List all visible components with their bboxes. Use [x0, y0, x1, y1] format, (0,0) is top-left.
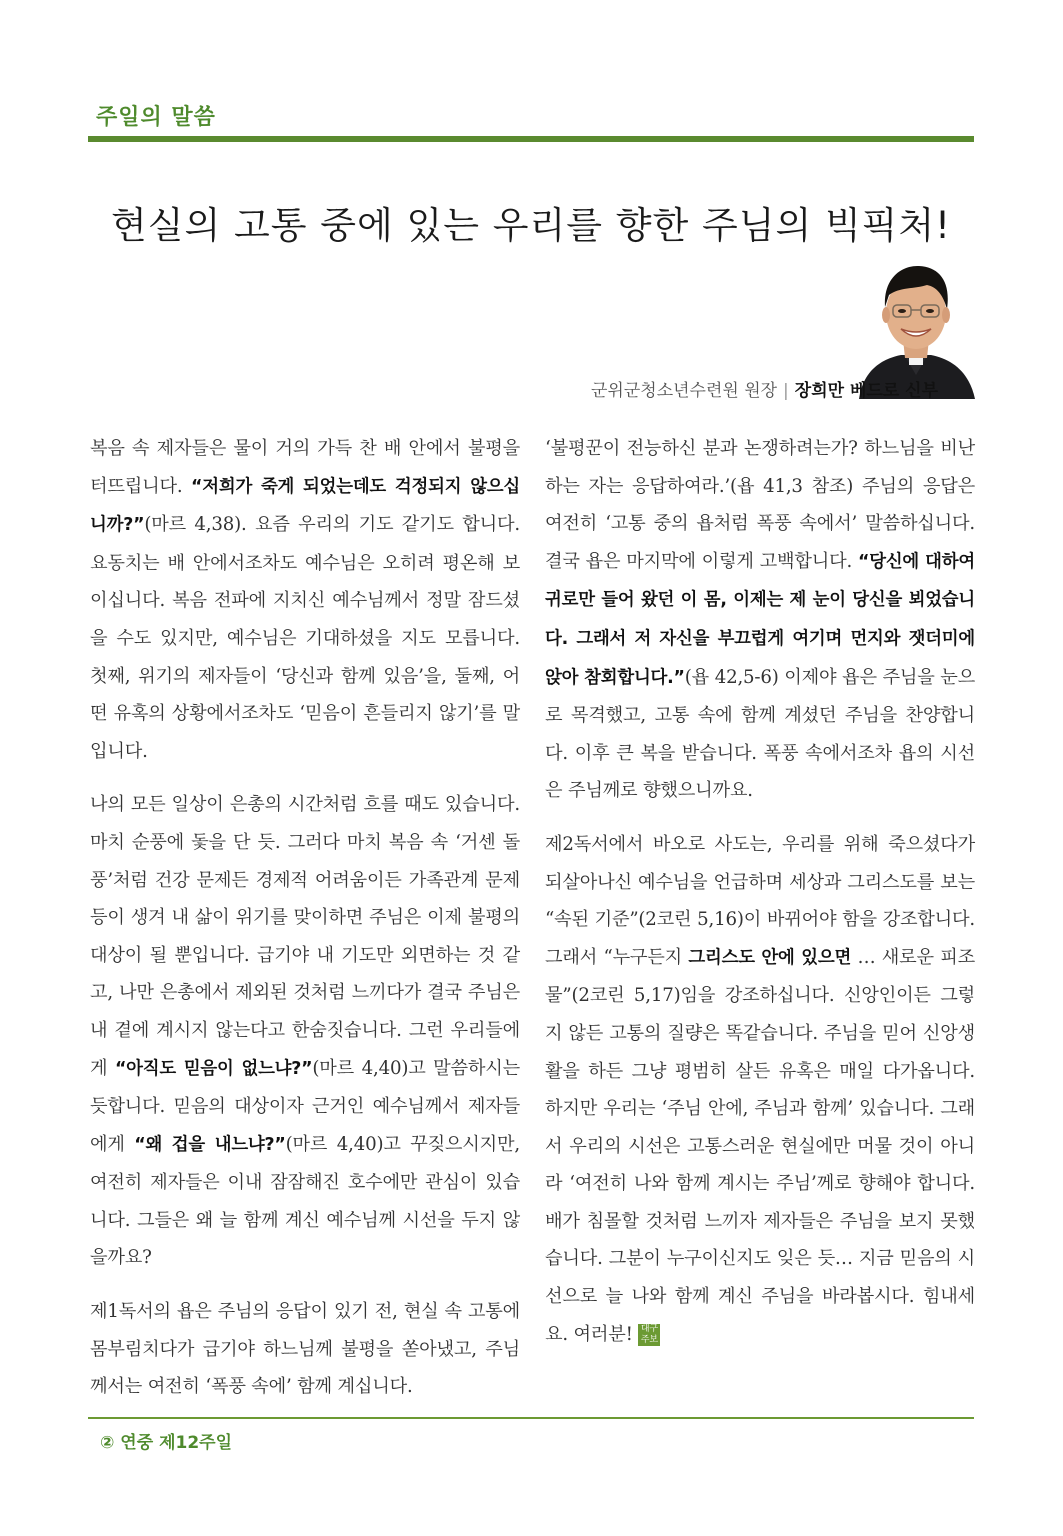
quote-bold: “저희가 죽게 되었는데도 걱정되지 않으십니까?” — [90, 476, 520, 536]
quote-bold: “아직도 믿음이 없느냐?” — [114, 1058, 313, 1079]
author-name: 장희만 베드로 신부 — [794, 381, 938, 401]
text-run: 복음 속 제자들은 물이 거의 가득 찬 배 안에서 불평을 터뜨립니다. — [90, 438, 520, 497]
text-run: … 새로운 피조물”(2코린 5,17)임을 강조하십니다. 신앙인이든 그렇지 않든 고통의 질량은 똑같습니다. 주님을 믿어 신앙생활을 하든 그냥 평범히 살든 유혹은 매일 다가옵니다. 하지만 우리는 ‘주님 안에, 주님과 함께’ 있습니다. 그래서 우리의 시선은 고통스러운 현실에만 머물 것이 아니라 ‘여전히 나와 함께 계시는 주님’께로 향해야 합니다. 배가 침몰할 것처럼 느끼자 제자들은 주님을 보지 못했습니다. 그분이 누구이신지도 잊은 듯… 지금 믿음의 시선으로 늘 나와 함께 계신 주님을 바라봅시다. 힘내세요. 여러분! — [545, 946, 975, 1345]
text-run: 제1독서의 욥은 주님의 응답이 있기 전, 현실 속 고통에 몸부림치다가 급기야 하느님께 불평을 쏟아냈고, 주님께서는 여전히 ‘폭풍 속에’ 함께 계십니다. — [90, 1301, 520, 1398]
footer-divider — [88, 1417, 974, 1419]
byline-separator: | — [783, 381, 789, 401]
header-divider — [88, 136, 974, 142]
page-footer: ② 연중 제12주일 — [100, 1433, 232, 1453]
paragraph — [545, 826, 975, 1353]
quote-bold: “왜 겁을 내느냐?” — [134, 1134, 286, 1155]
byline — [591, 376, 938, 401]
paragraph — [545, 430, 975, 810]
text-run: 제2독서에서 바오로 사도는, 우리를 위해 죽으셨다가 되살아나신 예수님을 언급하며 세상과 그리스도를 보는 “속된 기준”(2코린 5,16)이 바뀌어야 함을 강조합니다. 그래서 “누구든지 — [545, 833, 975, 968]
text-run: (마르 4,38). 요즘 우리의 기도 같기도 합니다. 요동치는 배 안에서조차도 예수님은 오히려 평온해 보이십니다. 복음 전파에 지치신 예수님께서 정말 잠드셨을 수도 있지만, 예수님은 기대하셨을 지도 모릅니다. 첫째, 위기의 제자들이 ‘당신과 함께 있음’을, 둘째, 어떤 유혹의 상황에서조차도 ‘믿음이 흔들리지 않기’를 말입니다. — [90, 514, 520, 762]
text-run: (마르 4,40)고 말씀하시는 듯합니다. 믿음의 대상이자 근거인 예수님께서 제자들에게 — [90, 1057, 521, 1155]
text-run: ‘불평꾼이 전능하신 분과 논쟁하려는가? 하느님을 비난하는 자는 응답하여라.’(욥 41,3 참조) 주님의 응답은 여전히 ‘고통 중의 욥처럼 폭풍 속에서’ 말씀하십니다. 결국 욥은 마지막에 이렇게 고백합니다. — [545, 438, 975, 572]
paragraph — [90, 430, 520, 770]
right-column — [545, 430, 975, 1369]
author-role: 군위군청소년수련원 원장 — [591, 381, 778, 401]
text-run: 나의 모든 일상이 은총의 시간처럼 흐를 때도 있습니다. 마치 순풍에 돛을 단 듯. 그러다 마치 복음 속 ‘거센 돌풍’처럼 건강 문제든 경제적 어려움이든 가족관계 문제 등이 생겨 내 삶이 위기를 맞이하면 주님은 이제 불평의 대상이 될 뿐입니다. 급기야 내 기도만 외면하는 것 같고, 나만 은총에서 제외된 것처럼 느끼다가 결국 주님은 내 곁에 계시지 않는다고 한숨짓습니다. 그런 우리들에게 — [90, 794, 520, 1079]
text-run: (욥 42,5-6) 이제야 욥은 주님을 눈으로 목격했고, 고통 속에 함께 계셨던 주님을 찬양합니다. 이후 큰 복을 받습니다. 폭풍 속에서조차 욥의 시선은 주님께로 향했으니까요. — [545, 666, 975, 802]
left-column — [90, 430, 520, 1422]
end-mark-icon: 대구주보 — [638, 1324, 660, 1346]
quote-bold: 그리스도 안에 있으면 — [688, 947, 852, 968]
text-run: (마르 4,40)고 꾸짖으시지만, 여전히 제자들은 이내 잠잠해진 호수에만 관심이 있습니다. 그들은 왜 늘 함께 계신 예수님께 시선을 두지 않을까요? — [90, 1133, 520, 1269]
article-title: 현실의 고통 중에 있는 우리를 향한 주님의 빅픽처! — [111, 204, 951, 247]
paragraph — [90, 786, 520, 1277]
paragraph — [90, 1293, 520, 1406]
section-label: 주일의 말씀 — [96, 105, 216, 130]
quote-bold: “당신에 대하여 귀로만 들어 왔던 이 몸, 이제는 제 눈이 당신을 뵈었습니다. 그래서 저 자신을 부끄럽게 여기며 먼지와 잿더미에 앉아 참회합니다.” — [545, 551, 975, 688]
